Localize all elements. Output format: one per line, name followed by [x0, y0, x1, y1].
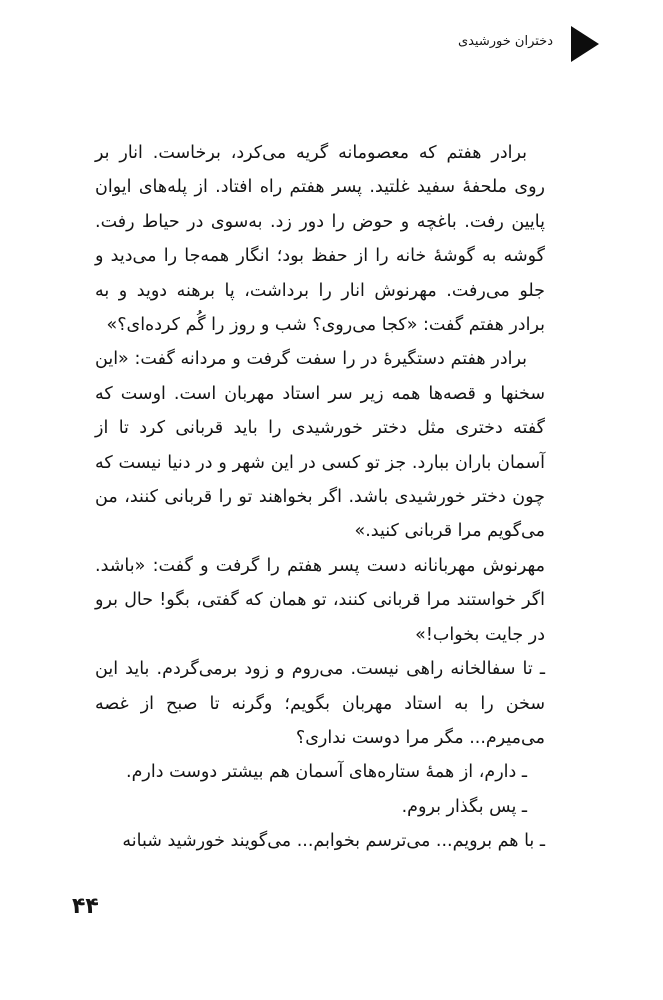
dialogue-line: ـ تا سفالخانه راهی نیست. می‌روم و زود برمی‌گردم. باید این سخن را به استاد مهربان بگویم؛ وگرنه تا صبح از غصه می‌میرم... مگر مرا دوست نداری؟	[95, 659, 545, 748]
page-header	[0, 26, 663, 66]
paragraph: برادر هفتم که معصومانه گریه می‌کرد، برخاست. انار بر روی ملحفهٔ سفید غلتید. پسر هفتم راه افتاد. از پله‌های ایوان پایین رفت. باغچه و حوض را دور زد. به‌سوی در حیاط رفت. گوشه به گوشهٔ خانه را از حفظ بود؛ انگار همه‌جا را می‌دید و جلو می‌رفت. مهرنوش انار را برداشت، پا برهنه دوید و به برادر هفتم گفت: «کجا می‌روی؟ شب و روز را گُم کرده‌ای؟»	[95, 143, 545, 336]
paragraph: مهرنوش مهربانانه دست پسر هفتم را گرفت و گفت: «باشد. اگر خواستند مرا قربانی کنند، تو همان که گفتی، بگو! حال برو در جایت بخواب!»	[95, 555, 545, 645]
body-text	[95, 136, 545, 859]
dialogue-line: ـ دارم، از همهٔ ستاره‌های آسمان هم بیشتر دوست دارم.	[126, 762, 527, 783]
dialogue-line: ـ پس بگذار بروم.	[401, 796, 527, 817]
paragraph: برادر هفتم دستگیرهٔ در را سفت گرفت و مردانه گفت: «این سخنها و قصه‌ها همه زیر سر استاد مهربان است. اوست که گفته دختری مثل دختر خورشیدی را باید قربانی کرد تا از آسمان باران ببارد. جز تو کسی در این شهر و در دنیا نیست که چون دختر خورشیدی باشد. اگر بخواهند تو را قربانی کنند، من می‌گویم مرا قربانی کنید.»	[95, 349, 545, 542]
dialogue-line: ـ با هم برویم... می‌ترسم بخوابم... می‌گویند خورشید شبانه	[122, 831, 545, 852]
triangle-marker-icon	[571, 26, 599, 62]
running-title: دختران خورشیدی	[457, 34, 553, 49]
page-number: ۴۴	[72, 894, 99, 919]
